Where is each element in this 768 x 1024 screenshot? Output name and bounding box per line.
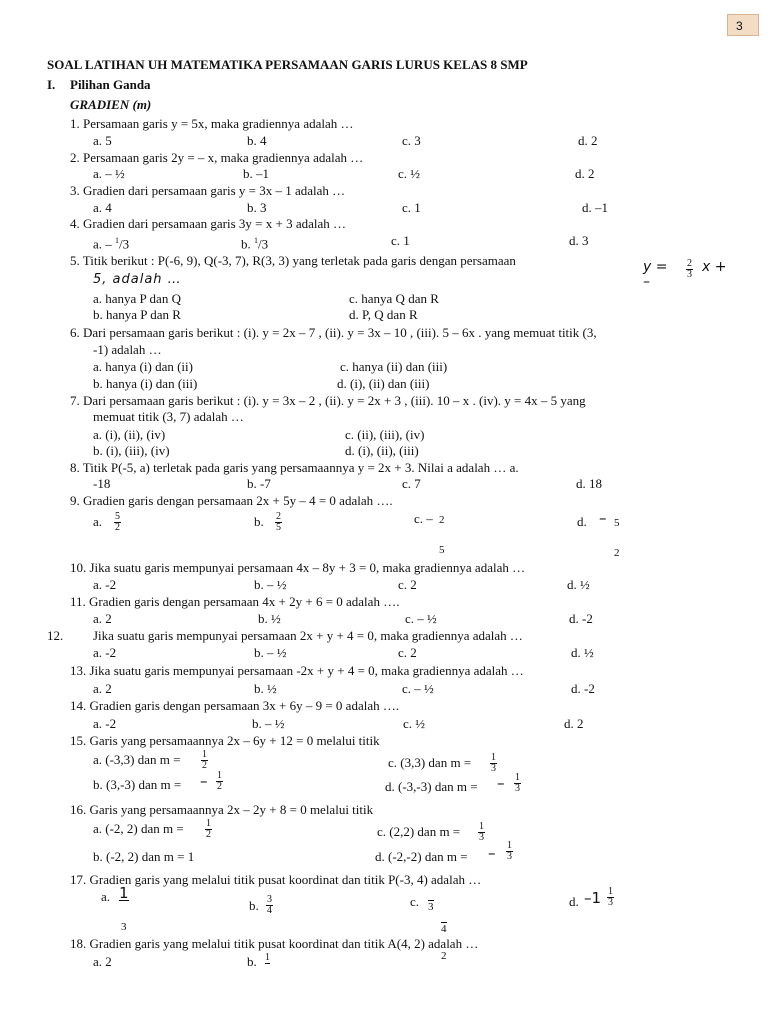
q6-option-b: b. hanya (i) dan (iii) — [93, 376, 198, 391]
question-17-text: 17. Gradien garis yang melalui titik pusat koordinat dan titik P(-3, 4) adalah … — [70, 872, 482, 887]
q4-option-a: a. – $^1$/3 — [93, 236, 130, 252]
q12-option-b: b. – ½ — [254, 645, 287, 660]
q5-equation-fraction: 2 3 — [687, 258, 692, 280]
q3-option-a: a. 4 — [93, 200, 112, 215]
q7-option-b: b. (i), (iii), (iv) — [93, 443, 170, 458]
q2-option-a: a. – ½ — [93, 166, 125, 181]
q18-option-a: a. 2 — [93, 954, 112, 969]
section-number: I. — [47, 77, 56, 92]
q7-text-line2: memuat titik (3, 7) adalah … — [93, 409, 244, 424]
question-12-number: 12. — [47, 628, 64, 643]
q11-option-c: c. – ½ — [405, 611, 437, 626]
q15-option-b-label: b. (3,-3) dan m = — [93, 777, 182, 792]
q15-option-d-label: d. (-3,-3) dan m = — [385, 779, 478, 794]
q5-option-b: b. hanya P dan R — [93, 307, 181, 322]
q6-option-d: d. (i), (ii) dan (iii) — [337, 376, 430, 391]
q5-text-line2: 5, adalah … — [93, 272, 182, 287]
q17-option-c-numerator: 3 — [428, 901, 434, 913]
q11-option-b: b. ½ — [258, 611, 281, 626]
q14-option-b: b. – ½ — [252, 716, 285, 731]
q3-option-c: c. 1 — [402, 200, 421, 215]
q15-option-a-fraction: 1 2 — [202, 749, 207, 771]
q7-option-a: a. (i), (ii), (iv) — [93, 427, 166, 442]
q9-option-d-sign: – — [599, 509, 607, 527]
q8-option-c: c. 7 — [402, 476, 421, 491]
q15-option-a-label: a. (-3,3) dan m = — [93, 752, 181, 767]
q3-option-d: d. –1 — [582, 200, 608, 215]
q1-option-b: b. 4 — [247, 133, 267, 148]
q18-stray-text: 2 — [441, 950, 447, 962]
q5-equation-x: x + — [702, 259, 727, 275]
q9-option-c-numerator: 2 — [439, 514, 445, 526]
q9-option-b-fraction: 2 5 — [276, 511, 281, 533]
q16-option-a-label: a. (-2, 2) dan m = — [93, 821, 184, 836]
question-13-text: 13. Jika suatu garis mempunyai persamaan -2x + y + 4 = 0, maka gradiennya adalah … — [70, 663, 524, 678]
q18-option-b-numerator: 1 — [265, 952, 270, 963]
question-18-text: 18. Gradien garis yang melalui titik pusat koordinat dan titik A(4, 2) adalah … — [70, 936, 479, 951]
q15-option-c-fraction: 1 3 — [491, 752, 496, 774]
question-6-text: 6. Dari persamaan garis berikut : (i). y = 2x – 7 , (ii). y = 3x – 10 , (iii). 5 – 6x . yang memuat titik (3, — [70, 325, 597, 340]
q17-option-b-label: b. — [249, 898, 259, 913]
q17-option-d-fraction: 1 3 — [608, 886, 613, 908]
q17-option-a-label: a. — [101, 889, 111, 904]
q17-option-c-denominator: 4 — [441, 923, 447, 935]
q14-option-a: a. -2 — [93, 716, 117, 731]
question-16-text: 16. Garis yang persamaannya 2x – 2y + 8 = 0 melalui titik — [70, 802, 374, 817]
q7-option-c: c. (ii), (iii), (iv) — [345, 427, 425, 442]
page-number-badge: 3 — [727, 14, 759, 36]
q11-option-a: a. 2 — [93, 611, 112, 626]
question-10-text: 10. Jika suatu garis mempunyai persamaan 4x – 8y + 3 = 0, maka gradiennya adalah … — [70, 560, 526, 575]
q17-option-d-label: d. — [569, 894, 579, 909]
question-4-text: 4. Gradien dari persamaan garis 3y = x + 3 adalah … — [70, 216, 347, 231]
q17-option-b-fraction: 3 4 — [267, 894, 272, 916]
q13-option-b: b. ½ — [254, 681, 277, 696]
question-3-text: 3. Gradien dari persamaan garis y = 3x – 1 adalah … — [70, 183, 346, 198]
q12-option-d: d. ½ — [571, 645, 594, 660]
q16-option-d-fraction: 1 3 — [507, 840, 512, 862]
q17-option-a-numerator: 1 — [119, 884, 129, 902]
q8-option-b: b. -7 — [247, 476, 271, 491]
q17-option-d-value: –1 — [584, 889, 602, 907]
question-8-text: 8. Titik P(-5, a) terletak pada garis yang persamaannya y = 2x + 3. Nilai a adalah … a. — [70, 460, 519, 475]
q9-option-a-label: a. — [93, 514, 103, 529]
q17-option-c-label: c. — [410, 894, 420, 909]
q16-option-a-fraction: 1 2 — [206, 818, 211, 840]
q2-option-b: b. –1 — [243, 166, 269, 181]
q8-option-a: -18 — [93, 476, 111, 491]
q4-option-c: c. 1 — [391, 233, 410, 248]
q9-option-d-denominator: 2 — [614, 547, 620, 559]
q15-option-d-sign: – — [497, 774, 505, 792]
document-title: SOAL LATIHAN UH MATEMATIKA PERSAMAAN GARIS LURUS KELAS 8 SMP — [47, 57, 528, 72]
question-11-text: 11. Gradien garis dengan persamaan 4x + 2y + 6 = 0 adalah …. — [70, 594, 400, 609]
q1-option-d: d. 2 — [578, 133, 598, 148]
question-1-text: 1. Persamaan garis y = 5x, maka gradiennya adalah … — [70, 116, 354, 131]
q12-option-a: a. -2 — [93, 645, 117, 660]
q13-option-d: d. -2 — [571, 681, 595, 696]
q16-option-d-sign: – — [488, 844, 496, 862]
q10-option-a: a. -2 — [93, 577, 117, 592]
section-label: Pilihan Ganda — [70, 77, 151, 92]
q9-option-c-label: c. – — [414, 511, 433, 526]
question-7-text: 7. Dari persamaan garis berikut : (i). y = 3x – 2 , (ii). y = 2x + 3 , (iii). 10 – x . (iv). y = 4x – 5 yang — [70, 393, 586, 408]
q6-option-c: c. hanya (ii) dan (iii) — [340, 359, 448, 374]
q16-option-c-fraction: 1 3 — [479, 821, 484, 843]
q8-option-d: d. 18 — [576, 476, 602, 491]
q4-option-d: d. 3 — [569, 233, 589, 248]
question-12-text: Jika suatu garis mempunyai persamaan 2x + y + 4 = 0, maka gradiennya adalah … — [93, 628, 523, 643]
question-15-text: 15. Garis yang persamaannya 2x – 6y + 12 = 0 melalui titik — [70, 733, 380, 748]
subsection-heading: GRADIEN (m) — [70, 97, 152, 112]
q5-option-a: a. hanya P dan Q — [93, 291, 181, 306]
q18-option-b-label: b. — [247, 954, 257, 969]
q10-option-b: b. – ½ — [254, 577, 287, 592]
q9-option-a-fraction: 5 2 — [115, 511, 120, 533]
q10-option-c: c. 2 — [398, 577, 417, 592]
q1-option-a: a. 5 — [93, 133, 112, 148]
question-5-text: 5. Titik berikut : P(-6, 9), Q(-3, 7), R(3, 3) yang terletak pada garis dengan persamaan — [70, 253, 516, 268]
q16-option-d-label: d. (-2,-2) dan m = — [375, 849, 468, 864]
q1-option-c: c. 3 — [402, 133, 421, 148]
q9-option-c-denominator: 5 — [439, 544, 445, 556]
q12-option-c: c. 2 — [398, 645, 417, 660]
q15-option-b-fraction: 1 2 — [217, 770, 222, 792]
q14-option-c: c. ½ — [403, 716, 426, 731]
question-9-text: 9. Gradien garis dengan persamaan 2x + 5y – 4 = 0 adalah …. — [70, 493, 393, 508]
q16-option-b: b. (-2, 2) dan m = 1 — [93, 849, 195, 864]
q15-option-b-sign: – — [200, 772, 208, 790]
q5-option-c: c. hanya Q dan R — [349, 291, 439, 306]
q3-option-b: b. 3 — [247, 200, 267, 215]
q17-option-a-denominator: 3 — [121, 921, 127, 933]
q5-equation-minus: – — [643, 274, 650, 290]
q9-option-b-label: b. — [254, 514, 264, 529]
q5-equation-y: y = — [643, 259, 668, 275]
q6-option-a: a. hanya (i) dan (ii) — [93, 359, 193, 374]
q14-option-d: d. 2 — [564, 716, 584, 731]
q2-option-d: d. 2 — [575, 166, 595, 181]
q9-option-d-numerator: 5 — [614, 517, 620, 529]
q16-option-c-label: c. (2,2) dan m = — [377, 824, 461, 839]
q9-option-d-label: d. — [577, 514, 587, 529]
q15-option-d-fraction: 1 3 — [515, 772, 520, 794]
q5-option-d: d. P, Q dan R — [349, 307, 418, 322]
q7-option-d: d. (i), (ii), (iii) — [345, 443, 419, 458]
q11-option-d: d. -2 — [569, 611, 593, 626]
q4-option-b: b. $^1$/3 — [241, 236, 269, 252]
q2-option-c: c. ½ — [398, 166, 421, 181]
question-14-text: 14. Gradien garis dengan persamaan 3x + 6y – 9 = 0 adalah …. — [70, 698, 400, 713]
question-2-text: 2. Persamaan garis 2y = – x, maka gradiennya adalah … — [70, 150, 364, 165]
q13-option-a: a. 2 — [93, 681, 112, 696]
q10-option-d: d. ½ — [567, 577, 590, 592]
q15-option-c-label: c. (3,3) dan m = — [388, 755, 472, 770]
q6-text-line2: -1) adalah … — [93, 342, 162, 357]
q13-option-c: c. – ½ — [402, 681, 434, 696]
